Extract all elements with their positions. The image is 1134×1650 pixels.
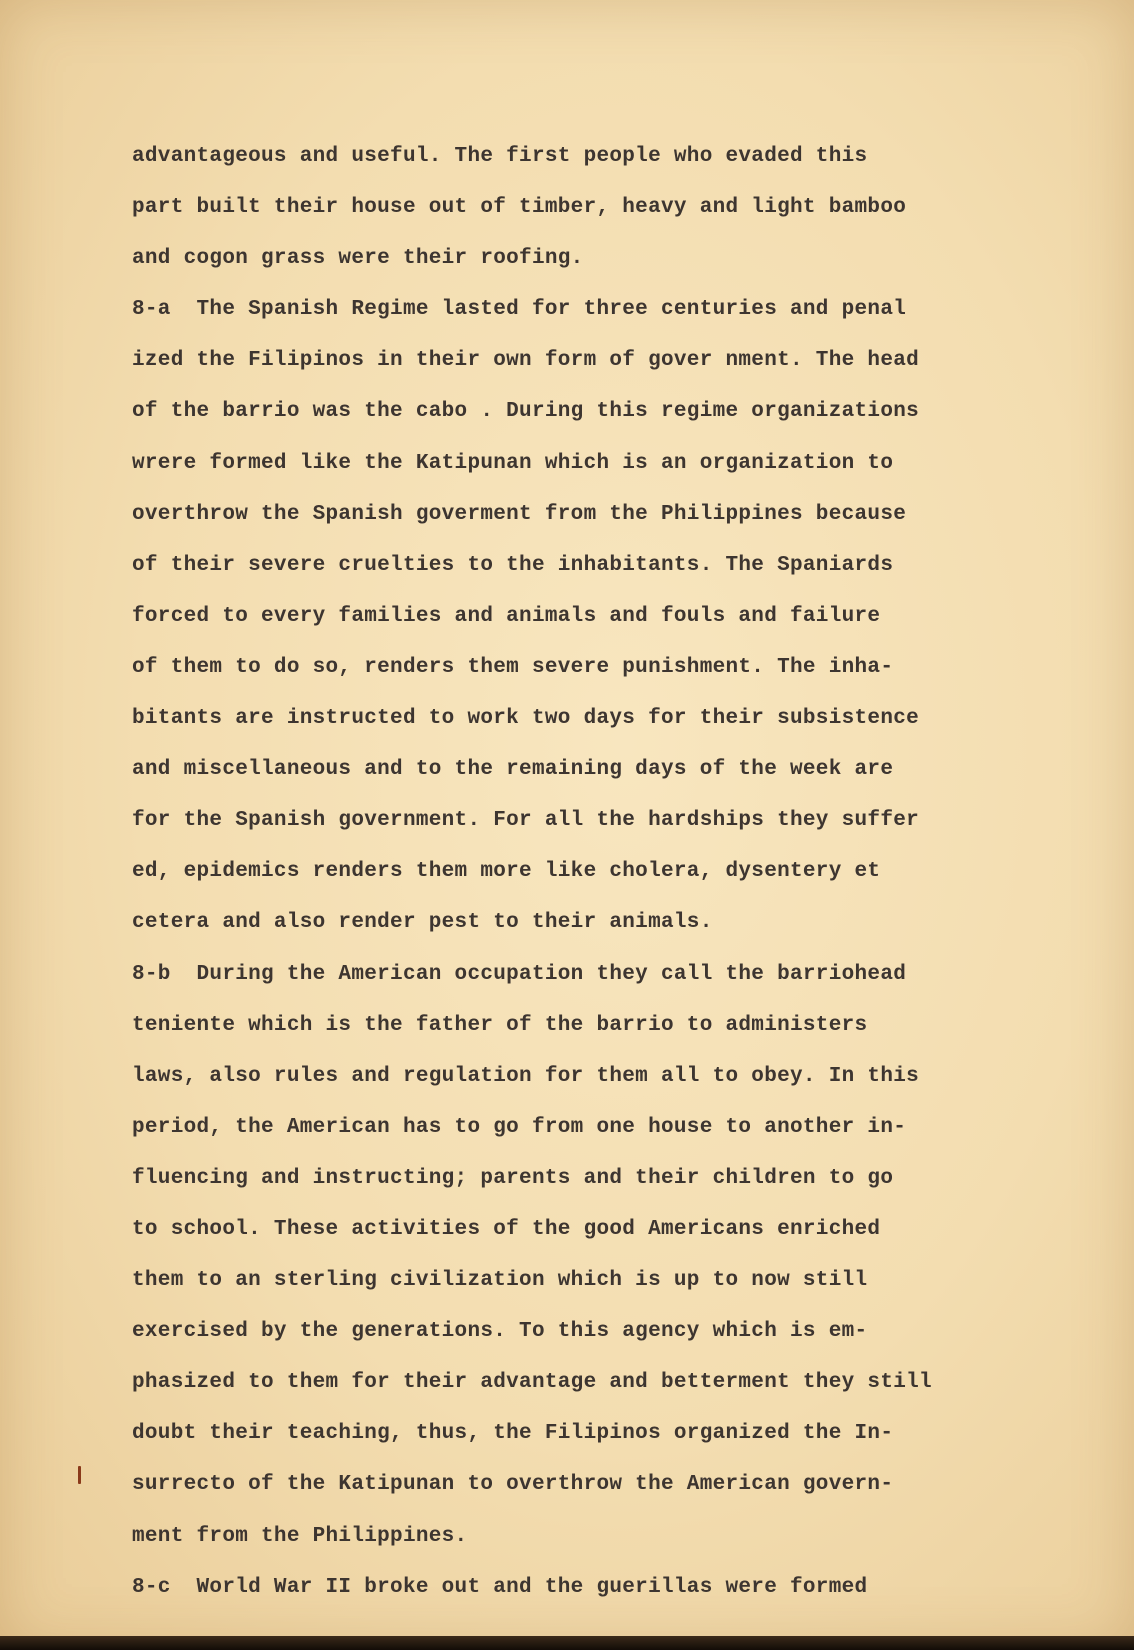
text-line: bitants are instructed to work two days for their subsistence [132,707,920,731]
scan-bottom-edge [0,1636,1134,1650]
text-line: cetera and also render pest to their animals. [132,911,713,935]
text-line: of their severe cruelties to the inhabitants. The Spaniards [132,553,894,577]
text-line: phasized to them for their advantage and betterment they still [132,1371,932,1395]
text-line: ment from the Philippines. [132,1524,468,1548]
text-line: laws, also rules and regulation for them all to obey. In this [132,1064,920,1088]
text-line: wrere formed like the Katipunan which is an organization to [132,451,894,475]
text-line: part built their house out of timber, heavy and light bamboo [132,196,907,220]
text-line: overthrow the Spanish goverment from the Philippines because [132,502,907,526]
text-line: surrecto of the Katipunan to overthrow the American govern- [132,1473,894,1497]
text-line: for the Spanish government. For all the hardships they suffer [132,809,920,833]
text-line: of them to do so, renders them severe punishment. The inha- [132,655,894,679]
margin-pencil-mark [78,1466,81,1484]
text-line: forced to every families and animals and fouls and failure [132,604,881,628]
typed-text-body [132,131,1122,1613]
text-line: and miscellaneous and to the remaining days of the week are [132,758,894,782]
text-line: period, the American has to go from one house to another in- [132,1115,907,1139]
text-line: to school. These activities of the good Americans enriched [132,1217,881,1241]
text-line: doubt their teaching, thus, the Filipinos organized the In- [132,1422,894,1446]
text-line: teniente which is the father of the barrio to administers [132,1013,868,1037]
text-line: and cogon grass were their roofing. [132,247,584,271]
text-line: advantageous and useful. The first people who evaded this [132,145,868,168]
text-line: of the barrio was the cabo . During this regime organizations [132,400,920,424]
section-8a-heading-line: 8-a The Spanish Regime lasted for three centuries and penal [132,298,907,322]
text-line: ized the Filipinos in their own form of gover nment. The head [132,349,920,373]
section-8c-heading-line: 8-c World War II broke out and the guerillas were formed [132,1575,868,1599]
text-line: ed, epidemics renders them more like cholera, dysentery et [132,860,881,884]
text-line: exercised by the generations. To this agency which is em- [132,1320,868,1344]
section-8b-heading-line: 8-b During the American occupation they call the barriohead [132,962,907,986]
text-line: fluencing and instructing; parents and their children to go [132,1166,894,1190]
text-line: them to an sterling civilization which is up to now still [132,1269,868,1293]
